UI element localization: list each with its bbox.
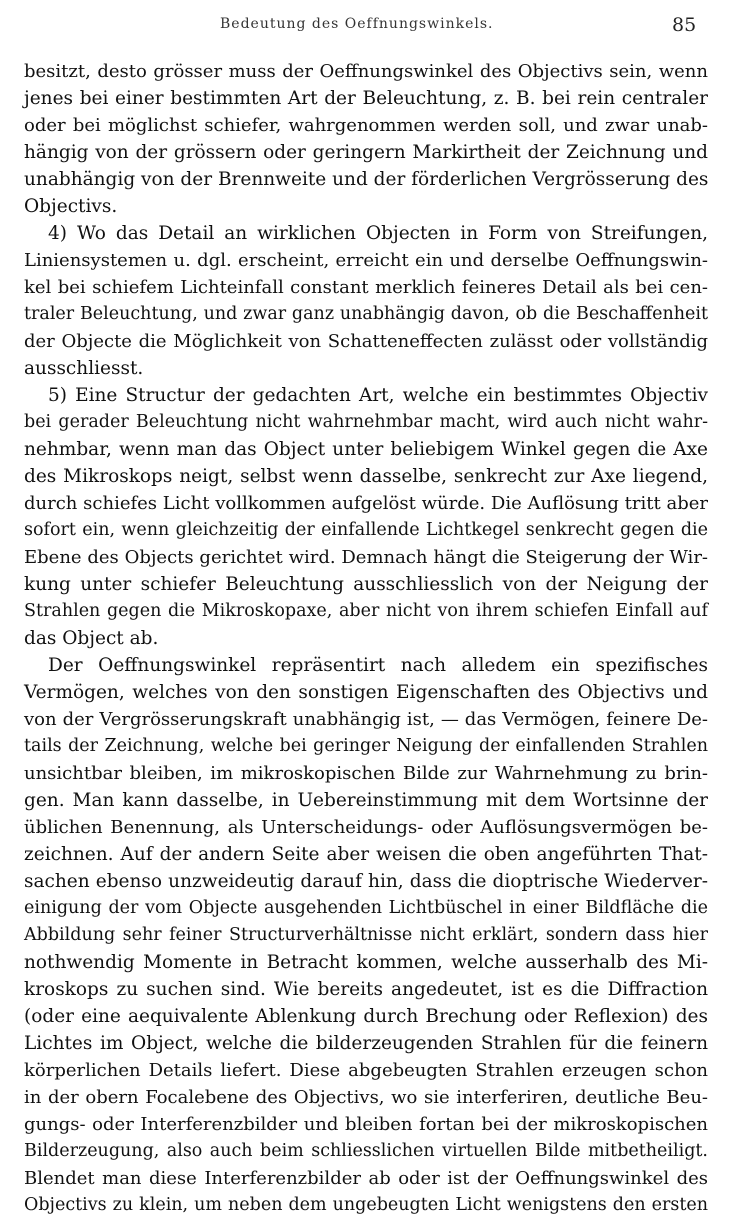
text-line: durch schiefes Licht vollkommen aufgelöst würde. Die Auflösung tritt aber <box>24 493 708 514</box>
text-line: Objectivs. <box>24 196 118 217</box>
text-line: das Object ab. <box>24 628 159 649</box>
body-text <box>24 58 708 1219</box>
text-line: jenes bei einer bestimmten Art der Beleuchtung, z. B. bei rein centraler <box>24 88 708 109</box>
text-line: besitzt, desto grösser muss der Oeffnungswinkel des Objectivs sein, wenn <box>24 61 708 82</box>
text-line: Liniensystemen u. dgl. erscheint, erreicht ein und derselbe Oeffnungswin- <box>24 250 708 271</box>
text-line: nothwendig Momente in Betracht kommen, welche ausserhalb des Mi- <box>24 952 708 973</box>
text-line: 5) Eine Structur der gedachten Art, welche ein bestimmtes Objectiv <box>48 385 708 406</box>
text-line: Bilderzeugung, also auch beim schliesslichen virtuellen Bilde mitbetheiligt. <box>24 1141 708 1161</box>
text-line: von der Vergrösserungskraft unabhängig ist, — das Vermögen, feinere De- <box>24 709 708 730</box>
text-line: unsichtbar bleiben, im mikroskopischen Bilde zur Wahrnehmung zu brin- <box>24 763 708 784</box>
text-line: kroskops zu suchen sind. Wie bereits angedeutet, ist es die Diffraction <box>24 979 708 1000</box>
text-line: Der Oeffnungswinkel repräsentirt nach alledem ein spezifisches <box>48 655 708 676</box>
text-line: traler Beleuchtung, und zwar ganz unabhängig davon, ob die Beschaffenheit <box>24 304 708 324</box>
text-line: sachen ebenso unzweideutig darauf hin, dass die dioptrische Wiederver- <box>24 871 708 892</box>
text-line: Ebene des Objects gerichtet wird. Demnach hängt die Steigerung der Wir- <box>24 547 708 568</box>
text-line: üblichen Benennung, als Unterscheidungs- oder Auflösungsvermögen be- <box>24 817 708 838</box>
text-line: sofort ein, wenn gleichzeitig der einfallende Lichtkegel senkrecht gegen die <box>24 520 708 540</box>
text-line: gungs- oder Interferenzbilder und bleiben fortan bei der mikroskopischen <box>24 1114 708 1135</box>
text-line: des Mikroskops neigt, selbst wenn dasselbe, senkrecht zur Axe liegend, <box>24 466 708 487</box>
page-header <box>0 10 732 40</box>
text-line: 4) Wo das Detail an wirklichen Objecten in Form von Streifungen, <box>48 223 708 244</box>
text-line: bei gerader Beleuchtung nicht wahrnehmbar macht, wird auch nicht wahr- <box>24 412 708 432</box>
text-line: hängig von der grössern oder geringern Markirtheit der Zeichnung und <box>24 142 708 163</box>
text-line: nehmbar, wenn man das Object unter beliebigem Winkel gegen die Axe <box>24 439 708 460</box>
text-line: Abbildung sehr feiner Structurverhältnisse nicht erklärt, sondern dass hier <box>24 925 708 945</box>
text-line: Lichtes im Object, welche die bilderzeugenden Strahlen für die feinern <box>24 1033 708 1054</box>
text-line: der Objecte die Möglichkeit von Schatteneffecten zulässt oder vollständig <box>24 331 708 352</box>
text-line: tails der Zeichnung, welche bei geringer Neigung der einfallenden Strahlen <box>24 736 708 756</box>
text-line: unabhängig von der Brennweite und der förderlichen Vergrösserung des <box>24 169 709 190</box>
text-line: oder bei möglichst schiefer, wahrgenommen werden soll, und zwar unab- <box>24 115 708 136</box>
text-line: Strahlen gegen die Mikroskopaxe, aber nicht von ihrem schiefen Einfall auf <box>24 601 708 621</box>
text-line: körperlichen Details liefert. Diese abgebeugten Strahlen erzeugen schon <box>24 1060 708 1081</box>
text-line: Blendet man diese Interferenzbilder ab oder ist der Oeffnungswinkel des <box>24 1168 708 1189</box>
text-line: kung unter schiefer Beleuchtung ausschliesslich von der Neigung der <box>24 574 708 595</box>
text-line: ausschliesst. <box>24 358 144 379</box>
text-line: (oder eine aequivalente Ablenkung durch Brechung oder Reflexion) des <box>24 1006 708 1027</box>
text-line: einigung der vom Objecte ausgehenden Lichtbüschel in einer Bildfläche die <box>24 898 708 918</box>
text-line: in der obern Focalebene des Objectivs, wo sie interferiren, deutliche Beu- <box>24 1087 708 1108</box>
page-number: 85 <box>672 14 697 36</box>
running-title: Bedeutung des Oeffnungswinkels. <box>220 16 494 32</box>
text-line: kel bei schiefem Lichteinfall constant merklich feineres Detail als bei cen- <box>24 277 708 298</box>
text-line: zeichnen. Auf der andern Seite aber weisen die oben angeführten That- <box>24 844 708 865</box>
text-line: gen. Man kann dasselbe, in Uebereinstimmung mit dem Wortsinne der <box>24 790 708 811</box>
text-line: Objectivs zu klein, um neben dem ungebeugten Licht wenigstens den ersten <box>24 1195 708 1215</box>
text-line: Vermögen, welches von den sonstigen Eigenschaften des Objectivs und <box>24 682 708 703</box>
